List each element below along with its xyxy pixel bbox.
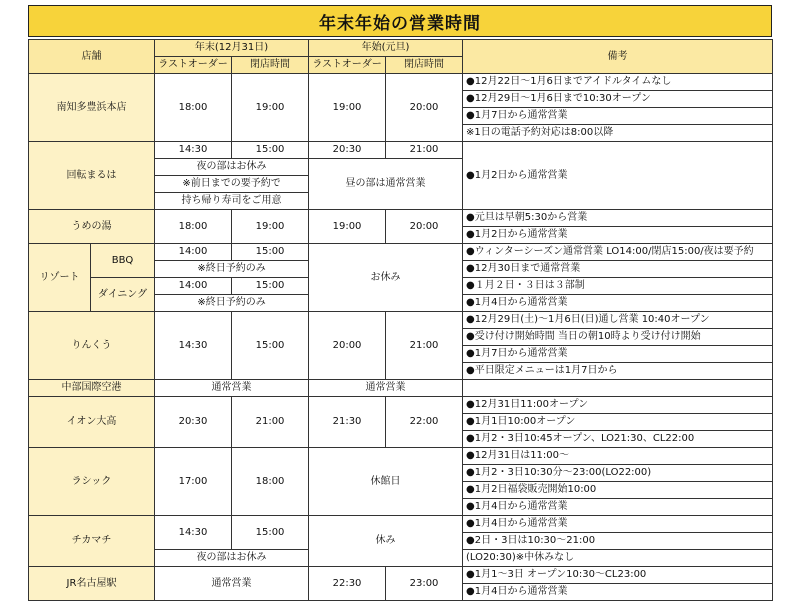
note-cell: ●受け付け開始時間 当日の朝10時より受け付け開始 (463, 329, 773, 346)
table-row (29, 397, 773, 414)
cell-closed: 休み (309, 516, 463, 567)
store-name: うめの湯 (29, 210, 155, 244)
note-cell: ●1月2日から通常営業 (463, 227, 773, 244)
note-cell: ●1月2・3日10:30分〜23:00(LO22:00) (463, 465, 773, 482)
note-cell: ●1月4日から通常営業 (463, 584, 773, 601)
note-cell: ●ウィンターシーズン通常営業 LO14:00/閉店15:00/夜は要予約 (463, 244, 773, 261)
cell-time: 20:00 (386, 74, 463, 142)
note-cell: ●12月29日(土)〜1月6日(日)通し営業 10:40オープン (463, 312, 773, 329)
note-cell: ●1月1日10:00オープン (463, 414, 773, 431)
cell-time: 15:00 (232, 142, 309, 159)
cell-time: 19:00 (232, 74, 309, 142)
note-cell: ●1月2・3日10:45オープン、LO21:30、CL22:00 (463, 431, 773, 448)
store-subname: ダイニング (91, 278, 155, 312)
cell-time: 15:00 (232, 312, 309, 380)
header-ye-closing: 閉店時間 (232, 57, 309, 74)
note-cell: ●12月22日〜1月6日までアイドルタイムなし (463, 74, 773, 91)
cell-time: 20:00 (386, 210, 463, 244)
table-row (29, 312, 773, 329)
header-notes: 備考 (463, 40, 773, 74)
cell-subnote: ※終日予約のみ (155, 295, 309, 312)
note-cell: ●１月２日・３日は３部制 (463, 278, 773, 295)
cell-time: 21:00 (386, 142, 463, 159)
store-name: ラシック (29, 448, 155, 516)
cell-closed: お休み (309, 244, 463, 312)
note-cell: ※1日の電話予約対応は8:00以降 (463, 125, 773, 142)
note-cell: ●1月4日から通常営業 (463, 499, 773, 516)
cell-time: 17:00 (155, 448, 232, 516)
cell-time: 19:00 (309, 210, 386, 244)
note-cell: ●12月30日まで通常営業 (463, 261, 773, 278)
cell-time: 22:00 (386, 397, 463, 448)
cell-time: 18:00 (155, 74, 232, 142)
store-name: リゾート (29, 244, 91, 312)
cell-time: 15:00 (232, 516, 309, 550)
note-cell: ●1月2日福袋販売開始10:00 (463, 482, 773, 499)
table-row (29, 516, 773, 533)
cell-time: 23:00 (386, 567, 463, 601)
note-cell: ●1月7日から通常営業 (463, 346, 773, 363)
cell-time: 18:00 (232, 448, 309, 516)
cell-subnote: 持ち帰り寿司をご用意 (155, 193, 309, 210)
cell-subnote: ※前日までの要予約で (155, 176, 309, 193)
cell-subnote: 夜の部はお休み (155, 159, 309, 176)
cell-time: 19:00 (232, 210, 309, 244)
store-name: 回転まるは (29, 142, 155, 210)
store-name: イオン大高 (29, 397, 155, 448)
store-name: りんくう (29, 312, 155, 380)
table-row (29, 448, 773, 465)
note-cell: ●12月29日〜1月6日まで10:30オープン (463, 91, 773, 108)
store-name: 中部国際空港 (29, 380, 155, 397)
table-row (29, 380, 773, 397)
header-row (29, 40, 773, 57)
store-name: JR名古屋駅 (29, 567, 155, 601)
cell-normal: 通常営業 (155, 380, 309, 397)
header-year-end: 年末(12月31日) (155, 40, 309, 57)
cell-time: 21:30 (309, 397, 386, 448)
note-cell: ●1月4日から通常営業 (463, 516, 773, 533)
note-cell: ●12月31日11:00オープン (463, 397, 773, 414)
cell-subnote: 夜の部はお休み (155, 550, 309, 567)
store-subname: BBQ (91, 244, 155, 278)
cell-time: 21:00 (232, 397, 309, 448)
cell-time: 14:30 (155, 516, 232, 550)
note-cell: ●2日・3日は10:30〜21:00 (463, 533, 773, 550)
cell-time: 22:30 (309, 567, 386, 601)
note-cell: ●元旦は早朝5:30から営業 (463, 210, 773, 227)
cell-time: 15:00 (232, 278, 309, 295)
cell-subnote: 昼の部は通常営業 (309, 159, 463, 210)
note-cell: (LO20:30)※中休みなし (463, 550, 773, 567)
cell-normal: 通常営業 (309, 380, 463, 397)
table-row (29, 74, 773, 91)
note-cell: ●1月4日から通常営業 (463, 295, 773, 312)
header-new-year: 年始(元旦) (309, 40, 463, 57)
table-row (29, 244, 773, 261)
cell-time: 14:00 (155, 244, 232, 261)
cell-subnote: ※終日予約のみ (155, 261, 309, 278)
cell-time: 18:00 (155, 210, 232, 244)
note-cell: ●1月1〜3日 オープン10:30〜CL23:00 (463, 567, 773, 584)
note-cell: ●12月31日は11:00〜 (463, 448, 773, 465)
cell-time: 20:00 (309, 312, 386, 380)
table-row (29, 142, 773, 159)
page-title: 年末年始の営業時間 (28, 5, 772, 37)
cell-normal: 通常営業 (155, 567, 309, 601)
table-row (29, 210, 773, 227)
header-store: 店舗 (29, 40, 155, 74)
schedule-table (28, 39, 773, 601)
cell-time: 14:30 (155, 142, 232, 159)
cell-time: 15:00 (232, 244, 309, 261)
cell-time: 19:00 (309, 74, 386, 142)
note-cell: ●1月7日から通常営業 (463, 108, 773, 125)
header-ny-last-order: ラストオーダー (309, 57, 386, 74)
table-row (29, 567, 773, 584)
note-cell (463, 380, 773, 397)
note-cell: ●1月2日から通常営業 (463, 142, 773, 210)
cell-time: 20:30 (155, 397, 232, 448)
store-name: 南知多豊浜本店 (29, 74, 155, 142)
store-name: チカマチ (29, 516, 155, 567)
cell-time: 20:30 (309, 142, 386, 159)
cell-time: 21:00 (386, 312, 463, 380)
cell-time: 14:30 (155, 312, 232, 380)
header-ny-closing: 閉店時間 (386, 57, 463, 74)
cell-closed: 休館日 (309, 448, 463, 516)
note-cell: ●平日限定メニューは1月7日から (463, 363, 773, 380)
header-ye-last-order: ラストオーダー (155, 57, 232, 74)
cell-time: 14:00 (155, 278, 232, 295)
